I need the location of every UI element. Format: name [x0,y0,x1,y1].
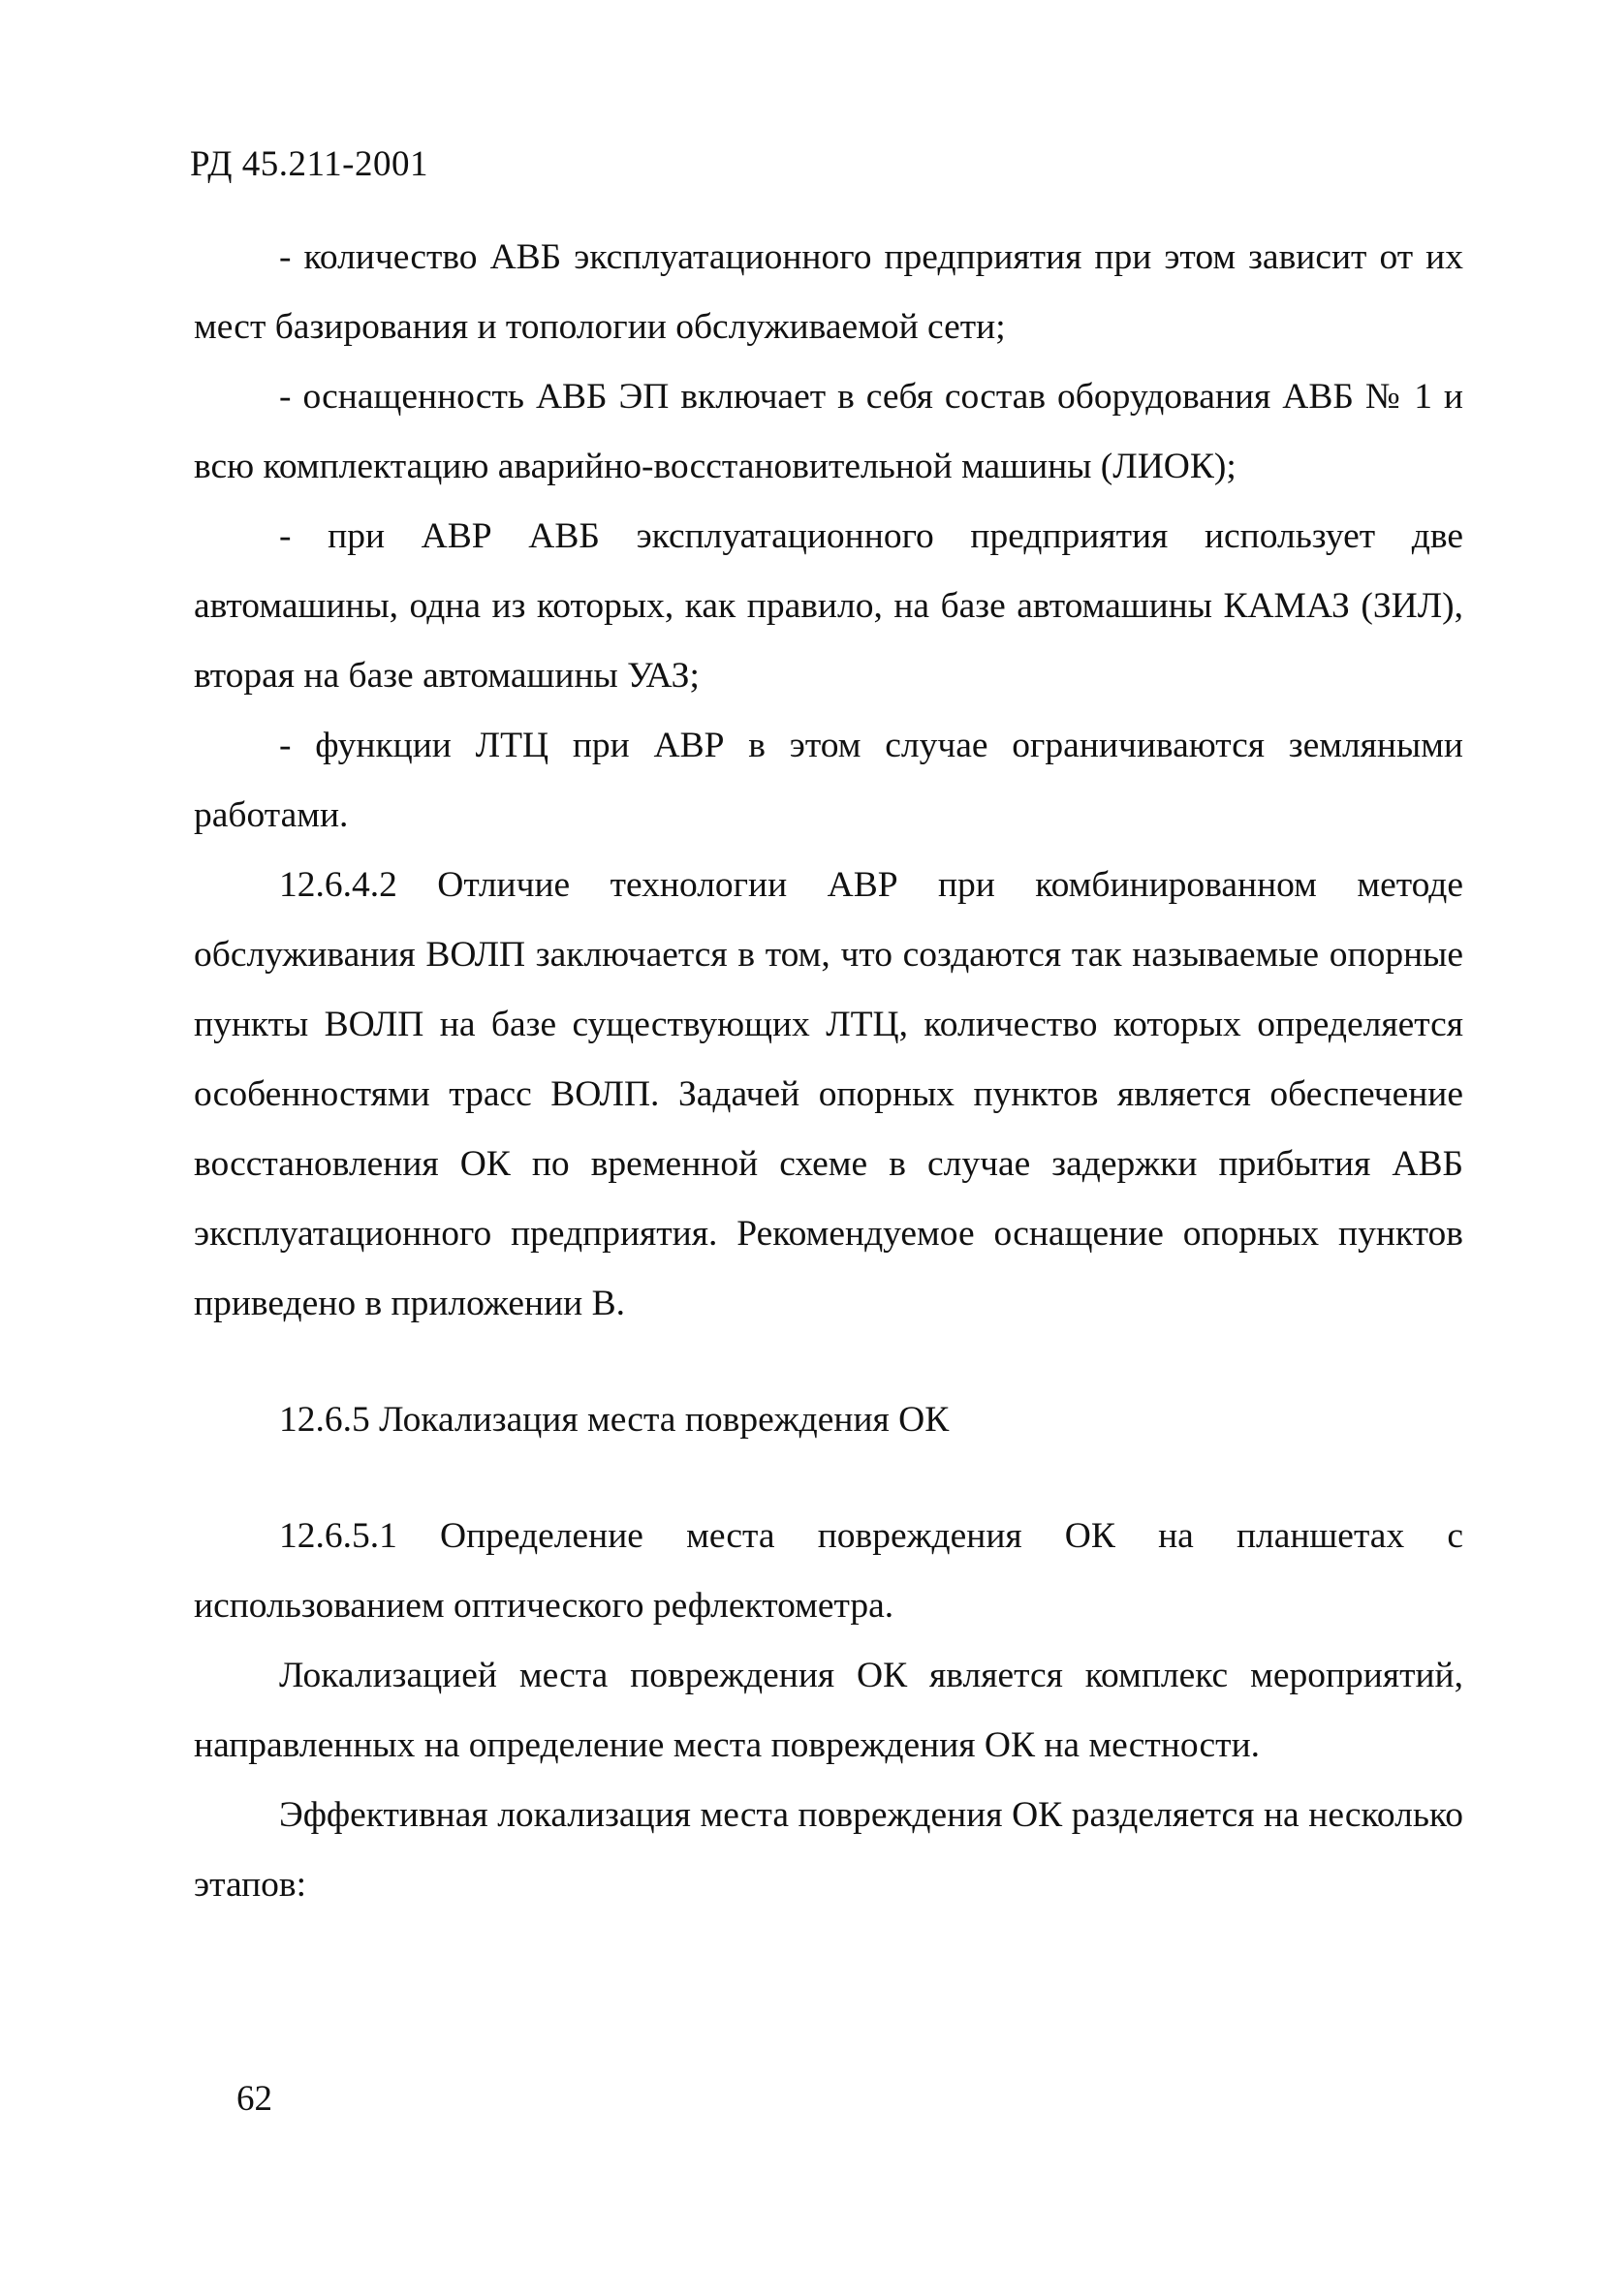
page-number: 62 [236,2079,272,2119]
paragraph-list-item: - при АВР АВБ эксплуатационного предприятия использует две автомашины, одна из которых, как правило, на базе автомашины КАМАЗ (ЗИЛ), вторая на базе автомашины УАЗ; [194,516,1463,696]
paragraph-list-item: - количество АВБ эксплуатационного предприятия при этом зависит от их мест базирования и топологии обслуживаемой сети; [194,237,1463,347]
paragraph-section-text: 12.6.5.1 Определение места повреждения ОК на планшетах с использованием оптического рефлектометра. [194,1516,1463,1626]
paragraph-list-item: - оснащенность АВБ ЭП включает в себя состав оборудования АВБ № 1 и всю комплектацию аварийно-восстановительной машины (ЛИОК); [194,377,1463,486]
paragraph-text: Локализацией места повреждения ОК является комплекс мероприятий, направленных на определение места повреждения ОК на местности. [194,1656,1463,1765]
paragraph-text: Эффективная локализация места повреждения ОК разделяется на несколько этапов: [194,1795,1463,1905]
document-header: РД 45.211-2001 [190,144,428,184]
document-body [194,223,1463,1920]
section-heading: 12.6.5 Локализация места повреждения ОК [279,1400,950,1440]
paragraph-list-item: - функции ЛТЦ при АВР в этом случае ограничиваются земляными работами. [194,726,1463,835]
paragraph-section-text: 12.6.4.2 Отличие технологии АВР при комбинированном методе обслуживания ВОЛП заключается в том, что создаются так называемые опорные пункты ВОЛП на базе существующих ЛТЦ, количество которых определяется особенностями трасс ВОЛП. Задачей опорных пунктов является обеспечение восстановления ОК по временной схеме в случае задержки прибытия АВБ эксплуатационного предприятия. Рекомендуемое оснащение опорных пунктов приведено в приложении В. [194,865,1463,1323]
